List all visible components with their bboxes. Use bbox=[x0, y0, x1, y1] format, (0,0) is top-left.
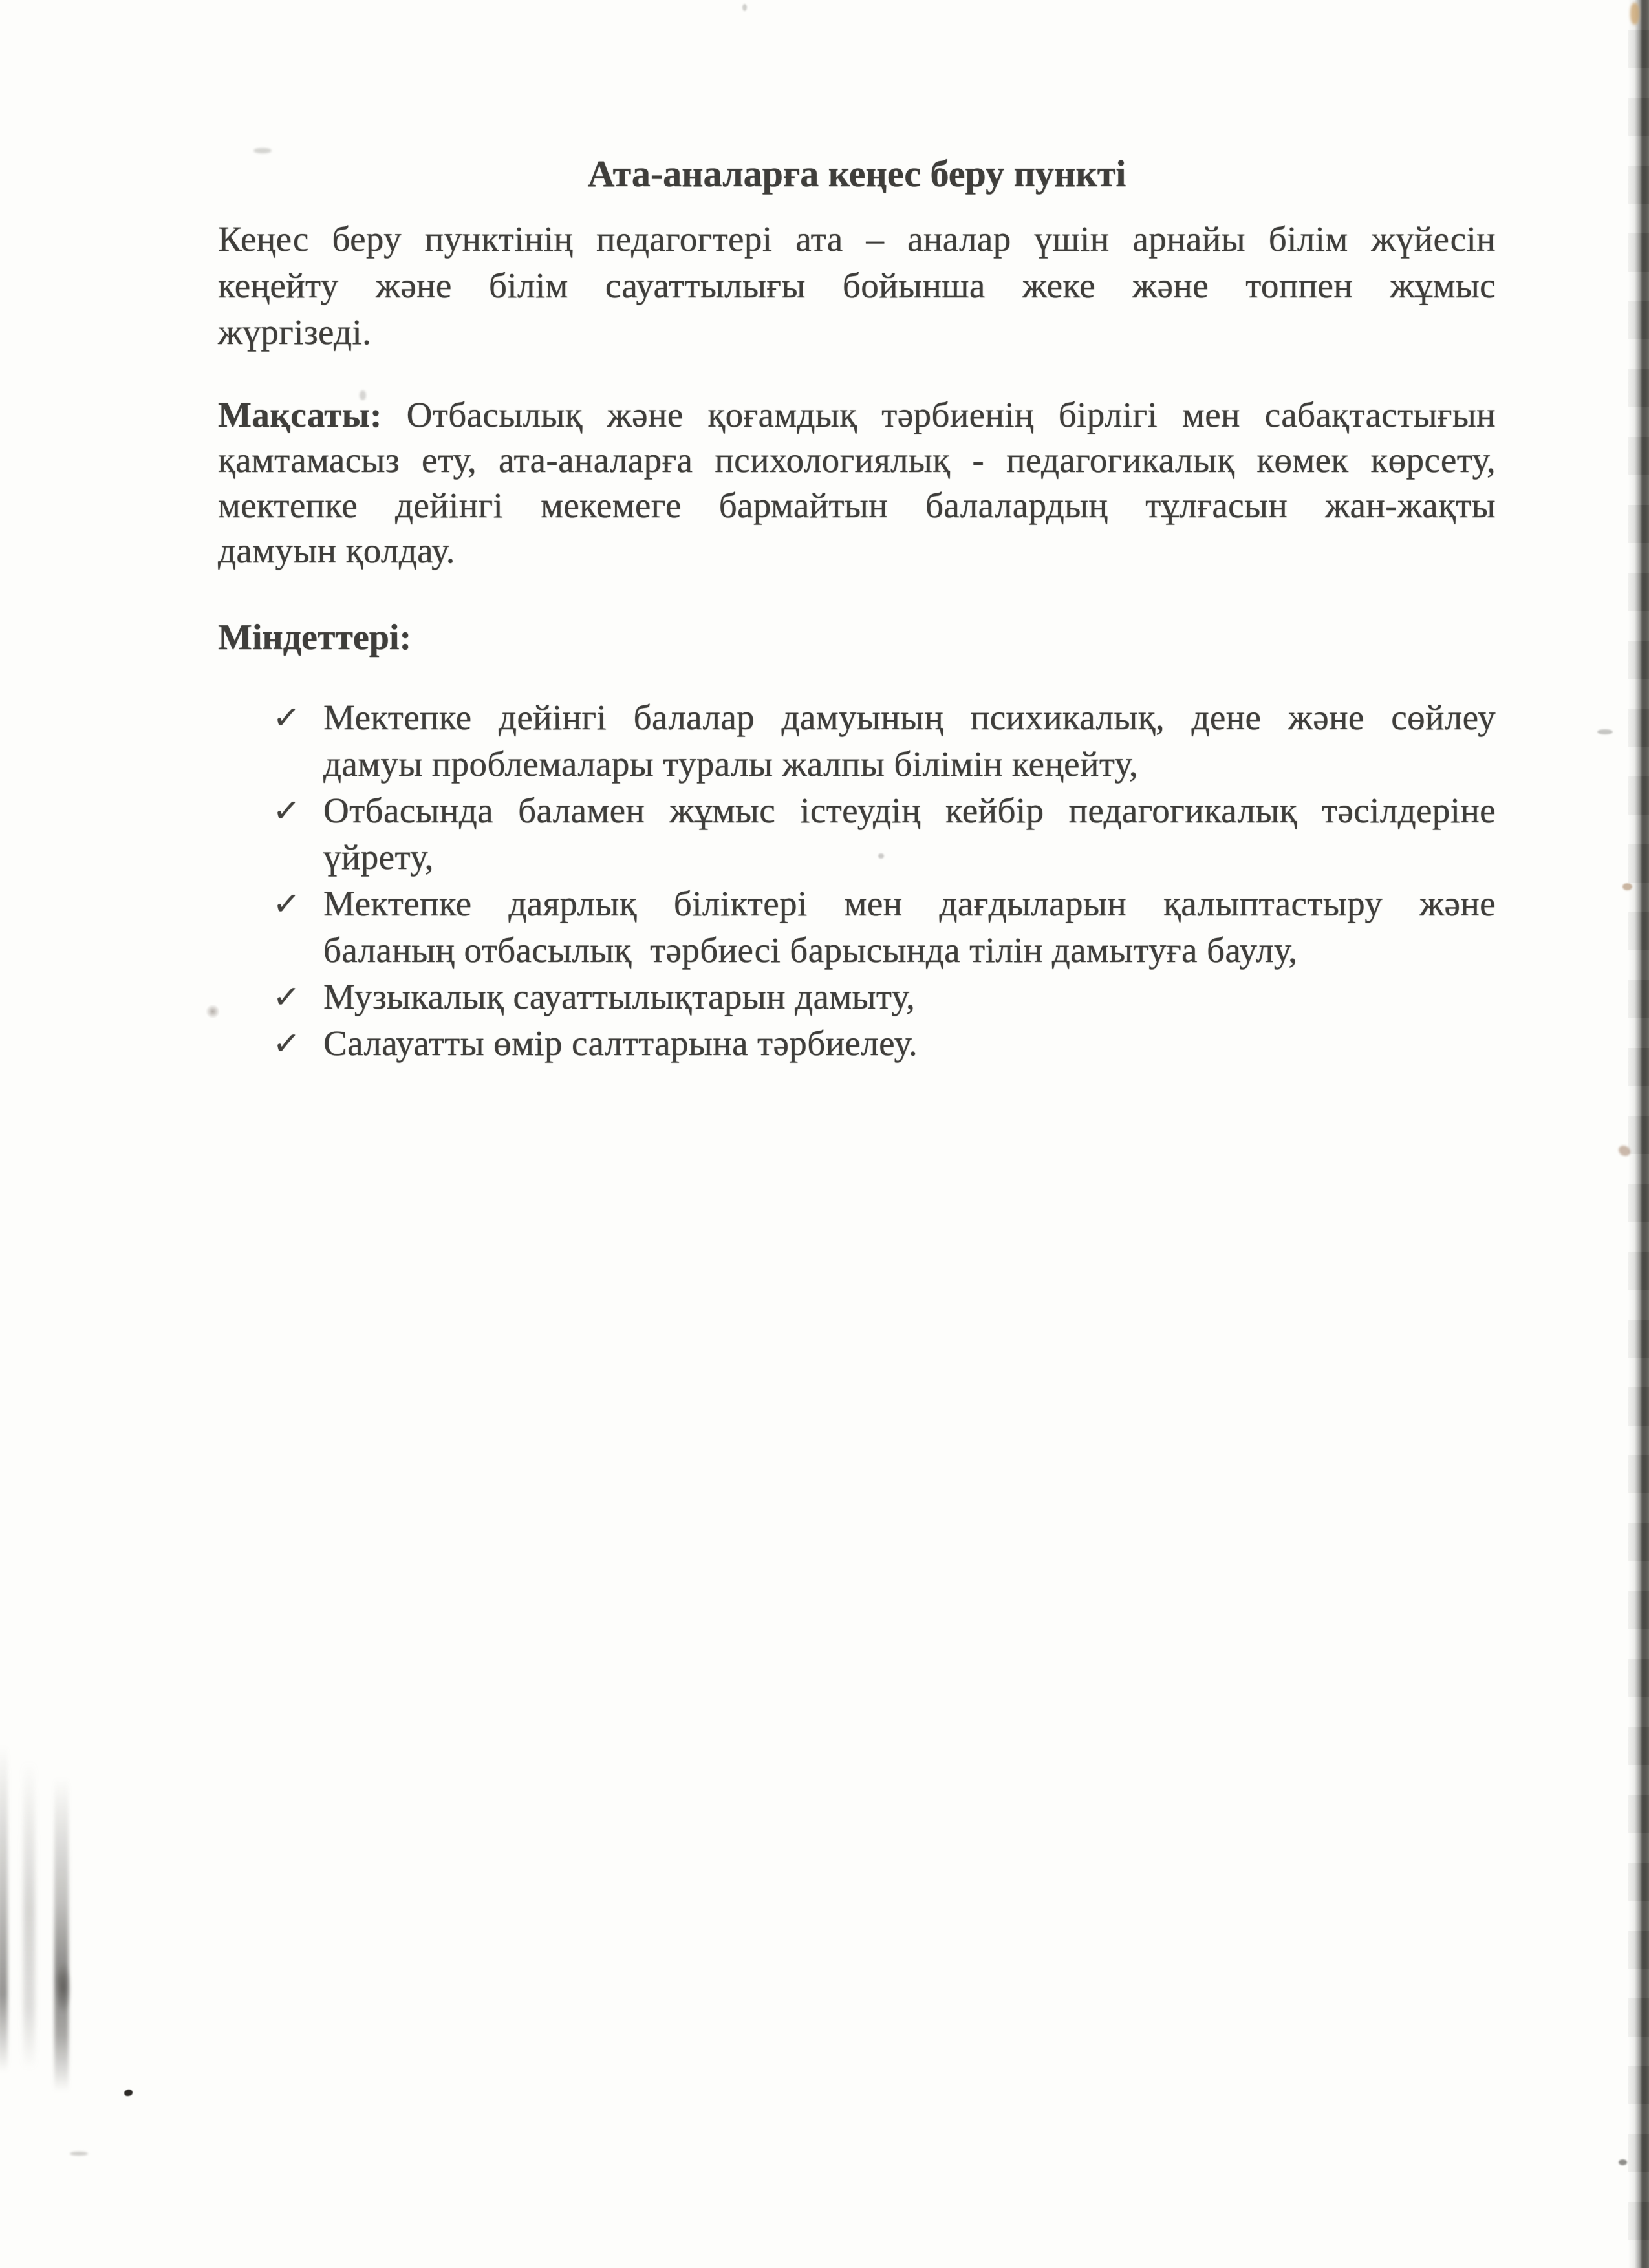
scan-smudge-left bbox=[23, 1762, 35, 2069]
scan-speck bbox=[1619, 2159, 1627, 2165]
page-title: Ата-аналарға кеңес беру пункті bbox=[587, 153, 1126, 195]
list-item bbox=[272, 881, 1496, 974]
checkmark-icon: ✓ bbox=[272, 698, 301, 738]
task-line: үйрету, bbox=[323, 837, 434, 877]
checkmark-icon: ✓ bbox=[272, 1023, 301, 1064]
tasks-list bbox=[272, 694, 1496, 1067]
list-item bbox=[272, 1020, 1496, 1067]
task-line: Салауатты өмір салттарына тәрбиелеу. bbox=[323, 1023, 918, 1063]
intro-line: жүргізеді. bbox=[218, 312, 372, 352]
goal-line: қамтамасыз ету, ата-аналарға психологиялық - педагогикалық көмек көрсету, bbox=[218, 440, 1496, 480]
scan-smudge-knot bbox=[55, 1962, 72, 2014]
scan-dot bbox=[206, 1005, 220, 1018]
goal-line: мектепке дейінгі мекемеге бармайтын балалардың тұлғасын жан-жақты bbox=[218, 486, 1496, 525]
goal-line bbox=[218, 392, 1496, 438]
scan-edge-strip bbox=[1628, 0, 1649, 2268]
scan-speck bbox=[1622, 883, 1632, 890]
scan-dash bbox=[1597, 729, 1613, 734]
scan-speck bbox=[124, 2088, 133, 2097]
scan-mark-top-right bbox=[1630, 3, 1639, 25]
intro-line: Кеңес беру пунктінің педагогтері ата – аналар үшін арнайы білім жүйесін bbox=[218, 219, 1496, 259]
task-line: дамуы проблемалары туралы жалпы білімін кеңейту, bbox=[323, 744, 1139, 784]
list-item bbox=[272, 694, 1496, 787]
goal-paragraph bbox=[218, 392, 1496, 573]
intro-line: кеңейту және білім сауаттылығы бойынша жеке және топпен жұмыс bbox=[218, 266, 1496, 305]
scan-dash bbox=[70, 2152, 88, 2156]
list-item bbox=[272, 787, 1496, 881]
goal-line-text: Отбасылық және қоғамдық тәрбиенің бірлігі мен сабақтастығын bbox=[406, 395, 1496, 434]
scan-smudge-left bbox=[0, 1746, 8, 2072]
checkmark-icon: ✓ bbox=[272, 977, 301, 1017]
task-line: Музыкалық сауаттылықтарын дамыту, bbox=[323, 977, 916, 1016]
scan-speck bbox=[1619, 1146, 1630, 1156]
goal-label: Мақсаты: bbox=[218, 395, 382, 434]
tasks-heading: Міндеттері: bbox=[218, 617, 412, 658]
task-line: баланың отбасылық тәрбиесі барысында тілін дамытуға баулу, bbox=[323, 930, 1298, 970]
scan-speck bbox=[742, 4, 747, 11]
task-line: Мектепке даярлық біліктері мен дағдыларын қалыптастыру және bbox=[323, 884, 1496, 923]
task-line: Отбасында баламен жұмыс істеудің кейбір педагогикалық тәсілдеріне bbox=[323, 791, 1496, 830]
goal-line: дамуын қолдау. bbox=[218, 531, 455, 570]
intro-paragraph bbox=[218, 216, 1496, 356]
list-item bbox=[272, 974, 1496, 1020]
scan-smudge-left bbox=[54, 1778, 69, 2091]
task-line: Мектепке дейінгі балалар дамуының психикалық, дене және сөйлеу bbox=[323, 698, 1496, 737]
checkmark-icon: ✓ bbox=[272, 791, 301, 831]
checkmark-icon: ✓ bbox=[272, 884, 301, 924]
